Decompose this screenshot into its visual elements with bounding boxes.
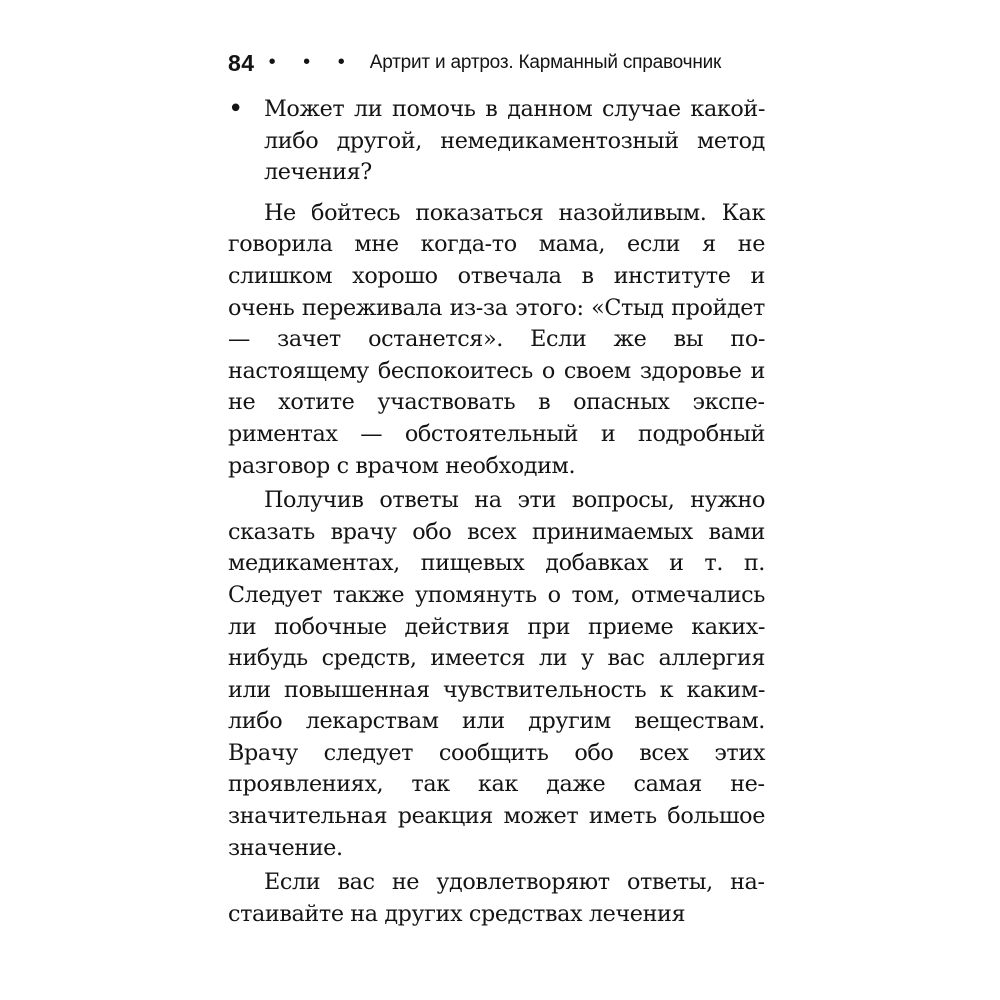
book-page <box>228 48 765 933</box>
header-separator-dots: • • • <box>268 51 356 73</box>
bullet-question-text: Может ли помочь в данном случае какой-либо другой, немедикаментозный метод лечения? <box>264 96 765 186</box>
page-number: 84 <box>228 49 255 76</box>
page-body <box>228 94 765 930</box>
running-title: Артрит и артроз. Карманный справочник <box>369 52 722 73</box>
paragraph-advice: Не бойтесь показаться назойливым. Как говорила мне когда-то мама, если я не слишком хорошо отвечала в институте и очень переживала из-за этого: «Стыд пройдет — зачет останется». Если же вы по-настоящему беспокоитесь о своем здоровье и не хотите участвовать в опасных экспериментах — обстоятельный и подробный разговор с врачом необходим. <box>228 199 765 479</box>
bullet-question <box>228 94 765 189</box>
running-header <box>228 48 765 78</box>
bullet-icon: • <box>228 94 243 124</box>
paragraph-insist: Если вас не удовлетворяют ответы, настаивайте на других средствах лечения <box>228 869 765 927</box>
paragraph-medications: Получив ответы на эти вопросы, нужно сказать врачу обо всех принимаемых вами медикаментах, пищевых добавках и т. п. Следует также упомянуть о том, отмечались ли побочные действия при приеме каких-нибудь средств, имеется ли у вас аллергия или повышенная чувствительность к каким-либо лекарствам или другим веществам. Врачу следует сообщить обо всех этих проявлениях, так как даже самая незначительная реакция может иметь большое значение. <box>228 487 765 861</box>
